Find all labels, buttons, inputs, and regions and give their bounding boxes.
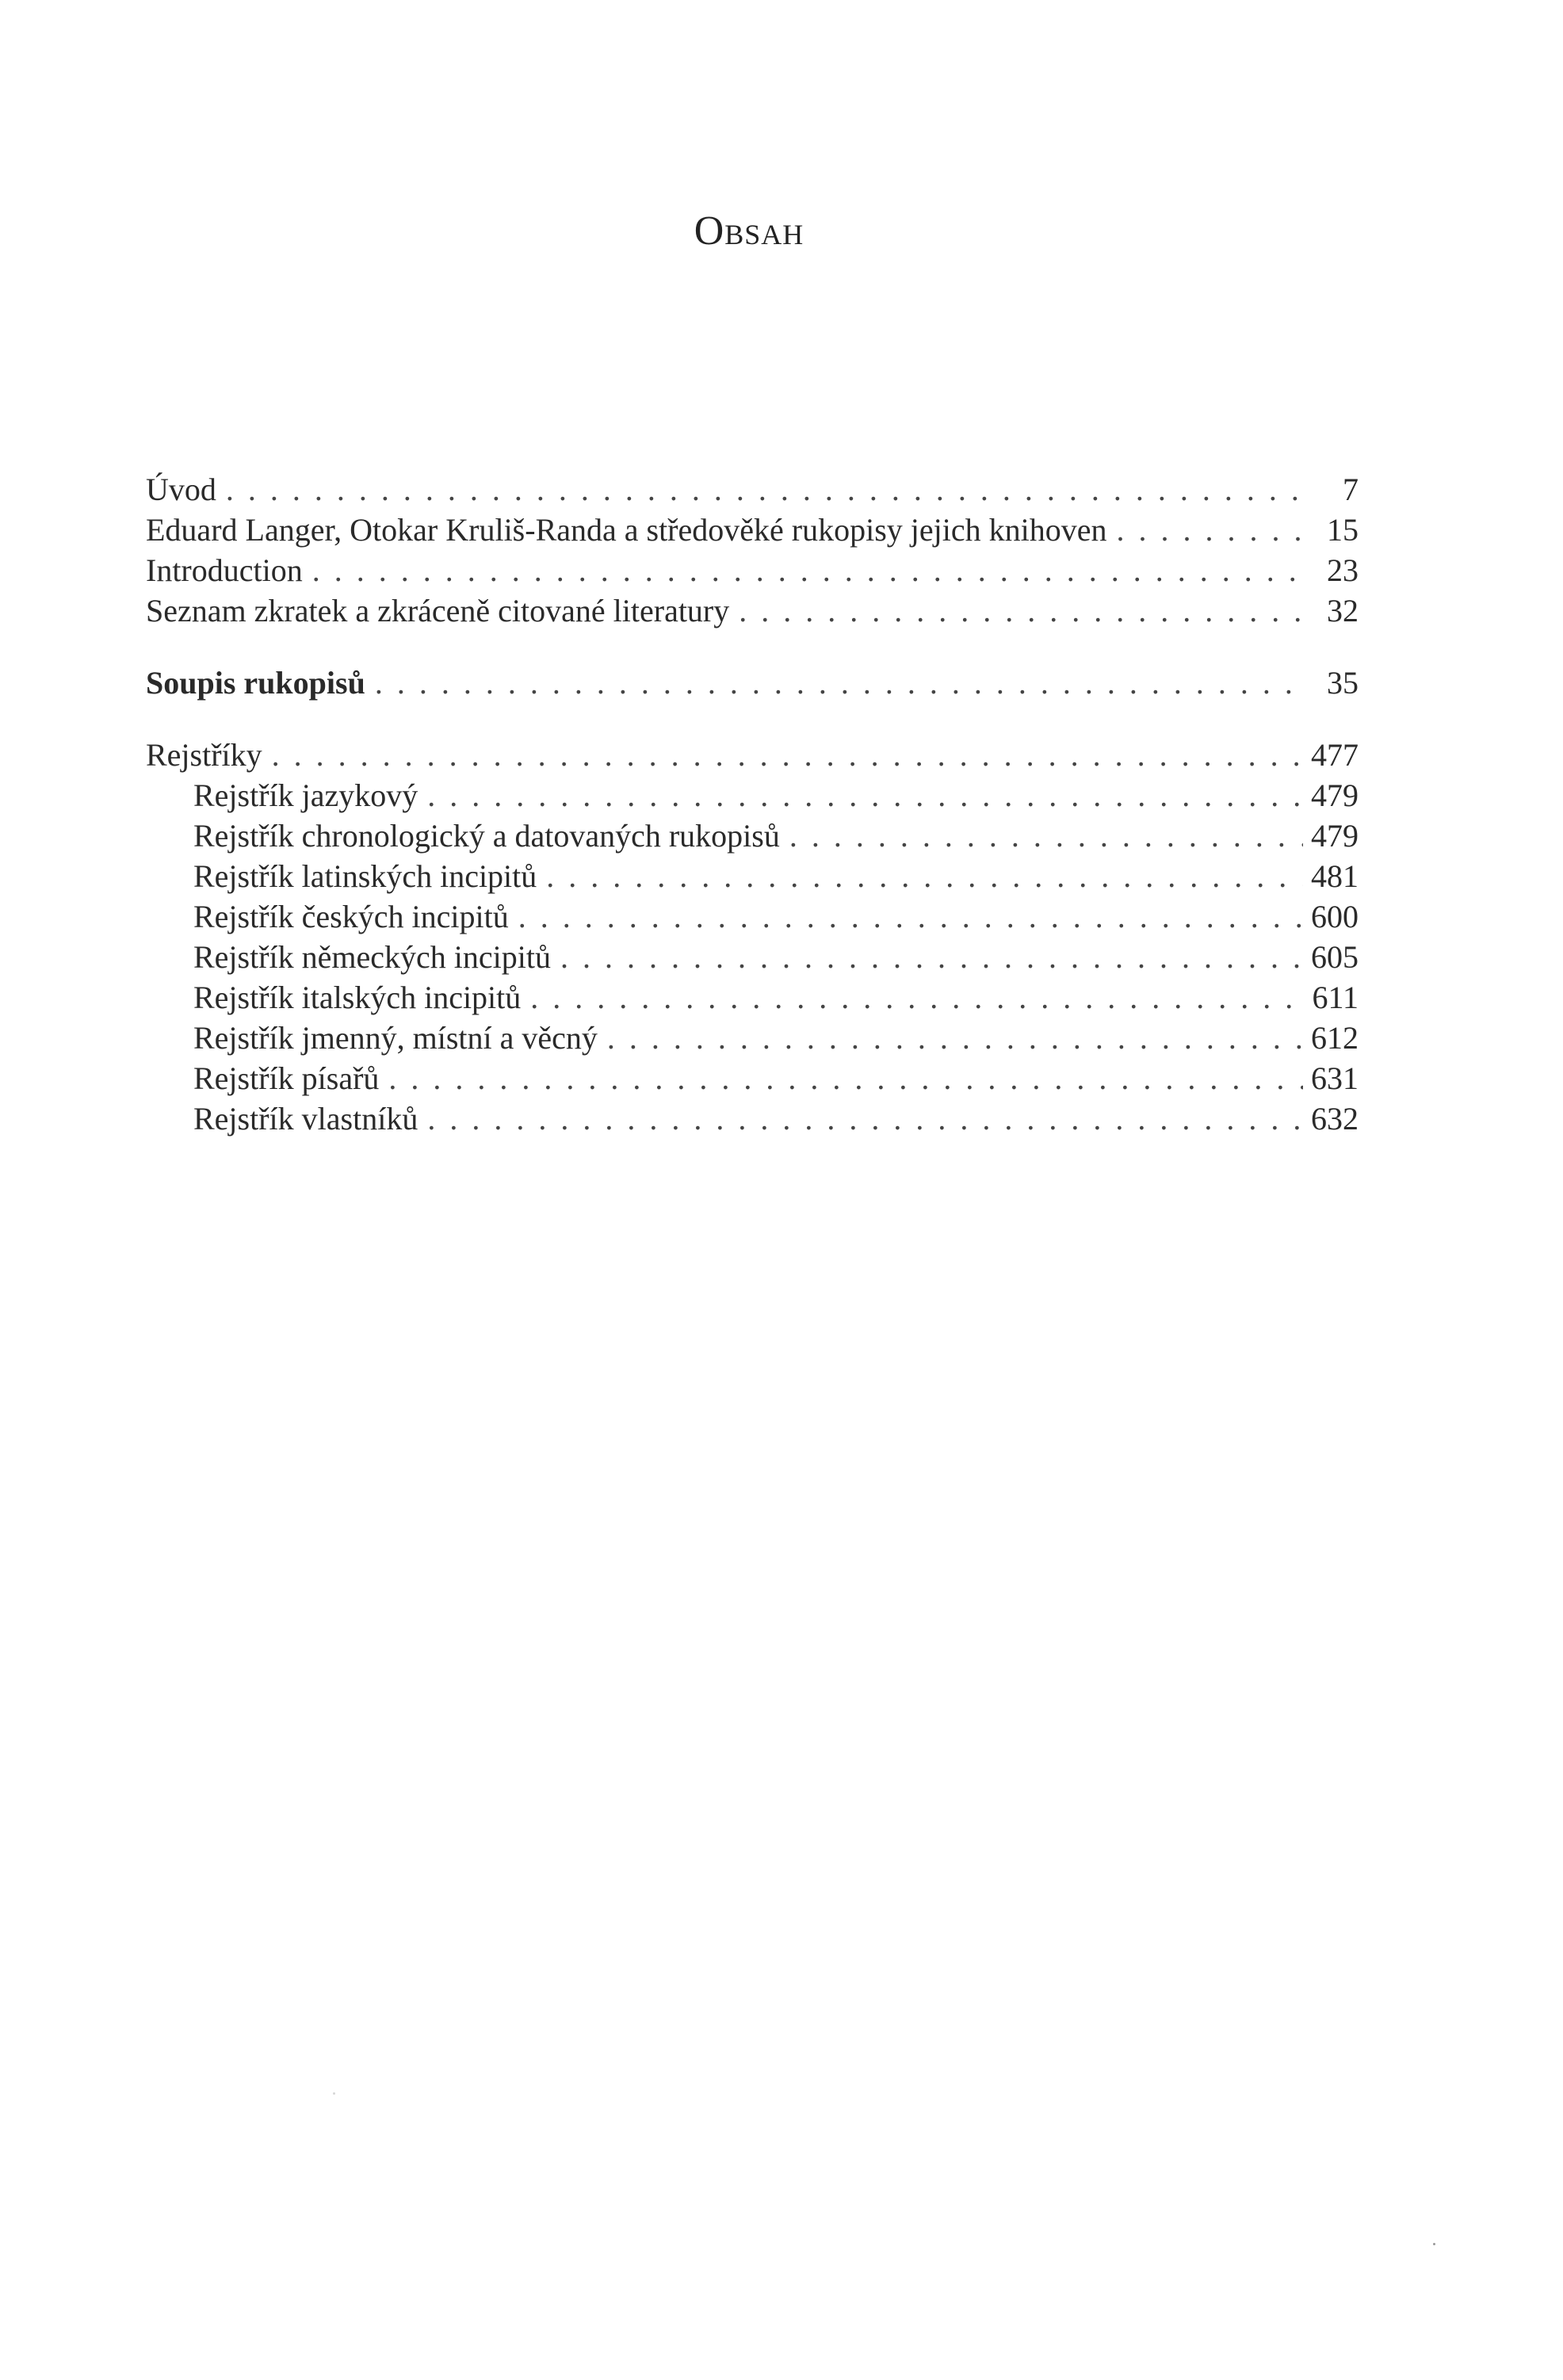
toc-subentry xyxy=(146,977,1359,1018)
toc-subentry-label: Rejstřík chronologický a datovaných rukopisů xyxy=(193,818,780,854)
table-of-contents xyxy=(146,469,1359,1139)
page-title: Obsah xyxy=(694,208,804,254)
toc-entry xyxy=(146,550,1359,590)
dot-leader xyxy=(530,977,1303,1018)
toc-entry-indexes xyxy=(146,735,1359,775)
dot-leader xyxy=(272,735,1303,775)
toc-entry-label: Soupis rukopisů xyxy=(146,665,365,701)
dot-leader xyxy=(518,896,1303,937)
dot-leader xyxy=(560,937,1303,977)
section-gap xyxy=(146,631,1359,663)
toc-entry-page: 35 xyxy=(1327,665,1359,701)
toc-entry-page: 23 xyxy=(1327,552,1359,588)
toc-subentry-label: Rejstřík písařů xyxy=(193,1060,380,1096)
toc-subentry-page: 481 xyxy=(1311,858,1359,894)
toc-subentry-label: Rejstřík německých incipitů xyxy=(193,939,551,975)
dot-leader xyxy=(226,469,1303,510)
toc-subentry-page: 479 xyxy=(1311,818,1359,854)
toc-subentry-page: 612 xyxy=(1311,1020,1359,1056)
paper-speck xyxy=(1433,2243,1435,2245)
toc-entry-page: 15 xyxy=(1327,512,1359,548)
toc-subentry-label: Rejstřík českých incipitů xyxy=(193,899,509,934)
toc-subentry-page: 600 xyxy=(1311,899,1359,934)
toc-subentry xyxy=(146,1018,1359,1058)
toc-subentry-label: Rejstřík jmenný, místní a věcný xyxy=(193,1020,598,1056)
toc-subentry-page: 611 xyxy=(1312,980,1359,1015)
dot-leader xyxy=(427,775,1303,816)
toc-subentry xyxy=(146,856,1359,896)
dot-leader xyxy=(1116,510,1303,550)
toc-entry-page: 7 xyxy=(1343,472,1359,507)
dot-leader xyxy=(546,856,1303,896)
toc-subentry-page: 631 xyxy=(1311,1060,1359,1096)
toc-subentry xyxy=(146,896,1359,937)
dot-leader xyxy=(375,663,1303,703)
toc-subentry xyxy=(146,1058,1359,1098)
toc-entry-label: Úvod xyxy=(146,472,216,507)
toc-entry-label: Introduction xyxy=(146,552,303,588)
toc-subentry-label: Rejstřík jazykový xyxy=(193,777,418,813)
toc-entry-page: 477 xyxy=(1311,737,1359,773)
toc-subentry-page: 479 xyxy=(1311,777,1359,813)
toc-entry xyxy=(146,510,1359,550)
toc-subentry-page: 632 xyxy=(1311,1101,1359,1137)
toc-entry-page: 32 xyxy=(1327,593,1359,628)
toc-entry-label: Seznam zkratek a zkráceně citované literatury xyxy=(146,593,730,628)
dot-leader xyxy=(607,1018,1303,1058)
toc-subentry xyxy=(146,775,1359,816)
toc-subentry xyxy=(146,816,1359,856)
dot-leader xyxy=(739,590,1303,631)
toc-subentry xyxy=(146,937,1359,977)
toc-entry xyxy=(146,590,1359,631)
toc-subentry-label: Rejstřík latinských incipitů xyxy=(193,858,537,894)
toc-subentry-label: Rejstřík vlastníků xyxy=(193,1101,418,1137)
toc-entry-label: Rejstříky xyxy=(146,737,262,773)
paper-speck xyxy=(333,2092,335,2095)
dot-leader xyxy=(388,1058,1303,1098)
toc-entry xyxy=(146,469,1359,510)
dot-leader xyxy=(427,1098,1303,1139)
toc-subentry-page: 605 xyxy=(1311,939,1359,975)
dot-leader xyxy=(789,816,1303,856)
toc-entry-label: Eduard Langer, Otokar Kruliš-Randa a středověké rukopisy jejich knihoven xyxy=(146,512,1107,548)
toc-subentry xyxy=(146,1098,1359,1139)
dot-leader xyxy=(312,550,1303,590)
toc-entry-main xyxy=(146,663,1359,703)
toc-subentry-label: Rejstřík italských incipitů xyxy=(193,980,522,1015)
section-gap xyxy=(146,703,1359,735)
